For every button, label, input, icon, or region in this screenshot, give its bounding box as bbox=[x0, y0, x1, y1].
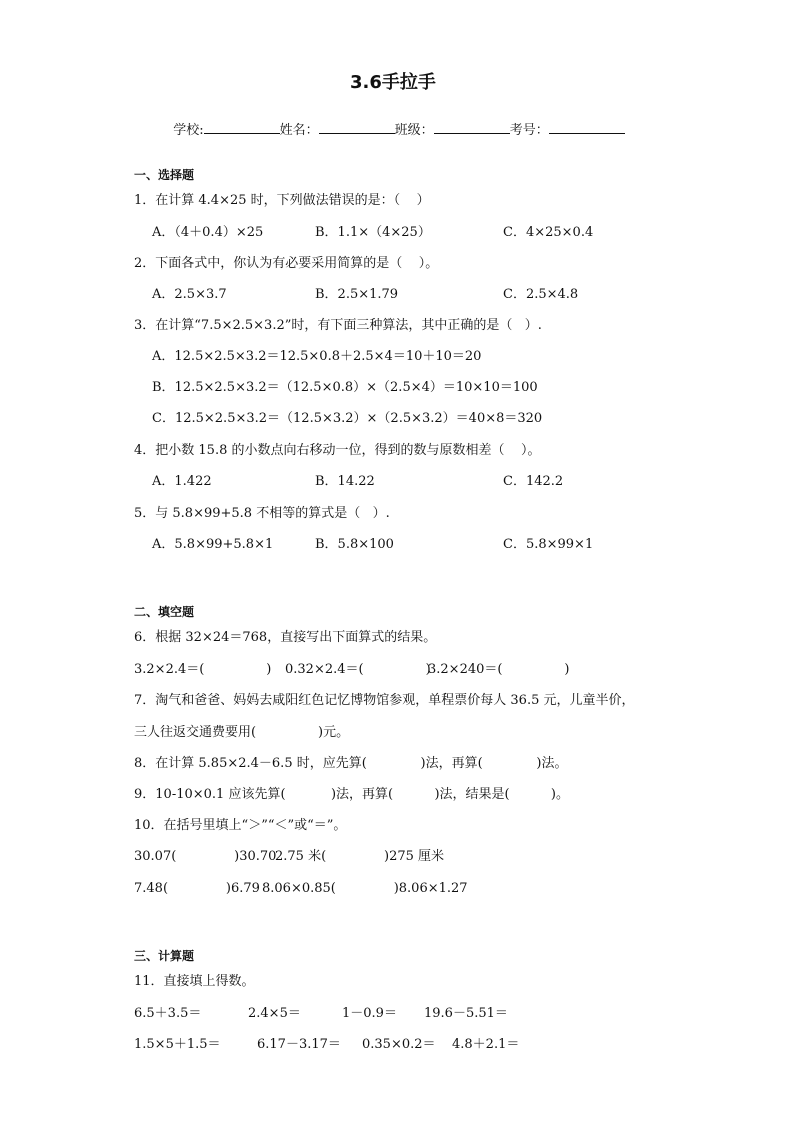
question-10-item-3[interactable]: 7.48( )6.79 bbox=[134, 881, 260, 896]
question-1-option-b[interactable]: B．1.1×（4×25） bbox=[315, 225, 431, 240]
question-5-option-a[interactable]: A．5.8×99+5.8×1 bbox=[152, 537, 274, 552]
question-4-stem: 4．把小数 15.8 的小数点向右移动一位，得到的数与原数相差（ ）。 bbox=[134, 443, 541, 458]
class-label: 班级： bbox=[394, 123, 434, 138]
question-6-stem: 6．根据 32×24＝768，直接写出下面算式的结果。 bbox=[134, 630, 437, 645]
question-2-stem: 2．下面各式中，你认为有必要采用简算的是（ ）。 bbox=[134, 256, 439, 271]
question-10-item-1[interactable]: 30.07( )30.70 bbox=[134, 849, 277, 864]
question-7-line-2[interactable]: 三人往返交通费要用( )元。 bbox=[134, 725, 350, 740]
question-1-stem: 1．在计算 4.4×25 时，下列做法错误的是：（ ） bbox=[134, 193, 430, 208]
question-1-option-c[interactable]: C．4×25×0.4 bbox=[503, 225, 594, 240]
question-3-stem: 3．在计算“7.5×2.5×3.2”时，有下面三种算法，其中正确的是（ ）. bbox=[134, 318, 542, 333]
question-5-stem: 5．与 5.8×99+5.8 不相等的算式是（ ）. bbox=[134, 506, 390, 521]
exam-no-blank[interactable] bbox=[549, 120, 625, 134]
question-1-option-a[interactable]: A．（4＋0.4）×25 bbox=[152, 225, 264, 240]
calc-item[interactable]: 2.4×5＝ bbox=[248, 1006, 301, 1021]
question-7-line-1: 7．淘气和爸爸、妈妈去咸阳红色记忆博物馆参观，单程票价每人 36.5 元，儿童半价， bbox=[134, 693, 635, 708]
name-label: 姓名： bbox=[279, 123, 319, 138]
calc-item[interactable]: 0.35×0.2＝ bbox=[362, 1037, 436, 1052]
section-heading-fill: 二、填空题 bbox=[134, 605, 195, 619]
question-5-option-c[interactable]: C．5.8×99×1 bbox=[503, 537, 594, 552]
question-2-option-b[interactable]: B．2.5×1.79 bbox=[315, 287, 399, 302]
question-10-item-2[interactable]: 2.75 米( )275 厘米 bbox=[275, 849, 445, 864]
question-2-option-c[interactable]: C．2.5×4.8 bbox=[503, 287, 579, 302]
section-heading-calc: 三、计算题 bbox=[134, 949, 195, 963]
question-3-option-c[interactable]: C．12.5×2.5×3.2＝（12.5×3.2）×（2.5×3.2）＝40×8＝320 bbox=[152, 411, 543, 426]
question-8-stem[interactable]: 8．在计算 5.85×2.4－6.5 时，应先算( )法，再算( )法。 bbox=[134, 756, 568, 771]
question-6-item-3[interactable]: 3.2×240＝( ) bbox=[428, 662, 570, 677]
calc-item[interactable]: 6.17－3.17＝ bbox=[257, 1037, 341, 1052]
school-blank[interactable] bbox=[204, 120, 280, 134]
question-10-item-4[interactable]: 8.06×0.85( )8.06×1.27 bbox=[262, 881, 468, 896]
section-heading-choice: 一、选择题 bbox=[134, 168, 195, 182]
name-blank[interactable] bbox=[319, 120, 395, 134]
calc-item[interactable]: 6.5＋3.5＝ bbox=[134, 1006, 202, 1021]
question-10-stem: 10．在括号里填上“＞”“＜”或“＝”。 bbox=[134, 818, 347, 833]
question-6-item-2[interactable]: 0.32×2.4＝( ) bbox=[285, 662, 431, 677]
question-6-item-1[interactable]: 3.2×2.4＝( ) bbox=[134, 662, 272, 677]
calc-item[interactable]: 1.5×5＋1.5＝ bbox=[134, 1037, 221, 1052]
calc-item[interactable]: 19.6－5.51＝ bbox=[424, 1006, 508, 1021]
question-11-stem: 11．直接填上得数。 bbox=[134, 974, 255, 989]
question-4-option-a[interactable]: A．1.422 bbox=[152, 474, 212, 489]
page-title: 3.6手拉手 bbox=[350, 72, 436, 93]
question-2-option-a[interactable]: A．2.5×3.7 bbox=[152, 287, 227, 302]
question-9-stem[interactable]: 9．10-10×0.1 应该先算( )法，再算( )法，结果是( )。 bbox=[134, 787, 569, 802]
question-3-option-b[interactable]: B．12.5×2.5×3.2＝（12.5×0.8）×（2.5×4）＝10×10＝100 bbox=[152, 380, 538, 395]
header-fields bbox=[165, 104, 625, 139]
question-4-option-b[interactable]: B．14.22 bbox=[315, 474, 375, 489]
class-blank[interactable] bbox=[434, 120, 510, 134]
question-5-option-b[interactable]: B．5.8×100 bbox=[315, 537, 394, 552]
school-label: 学校: bbox=[173, 123, 204, 138]
exam-no-label: 考号： bbox=[509, 123, 549, 138]
question-3-option-a[interactable]: A．12.5×2.5×3.2＝12.5×0.8＋2.5×4＝10＋10＝20 bbox=[152, 349, 482, 364]
calc-item[interactable]: 4.8＋2.1＝ bbox=[452, 1037, 520, 1052]
question-4-option-c[interactable]: C．142.2 bbox=[503, 474, 564, 489]
calc-item[interactable]: 1－0.9＝ bbox=[342, 1006, 397, 1021]
